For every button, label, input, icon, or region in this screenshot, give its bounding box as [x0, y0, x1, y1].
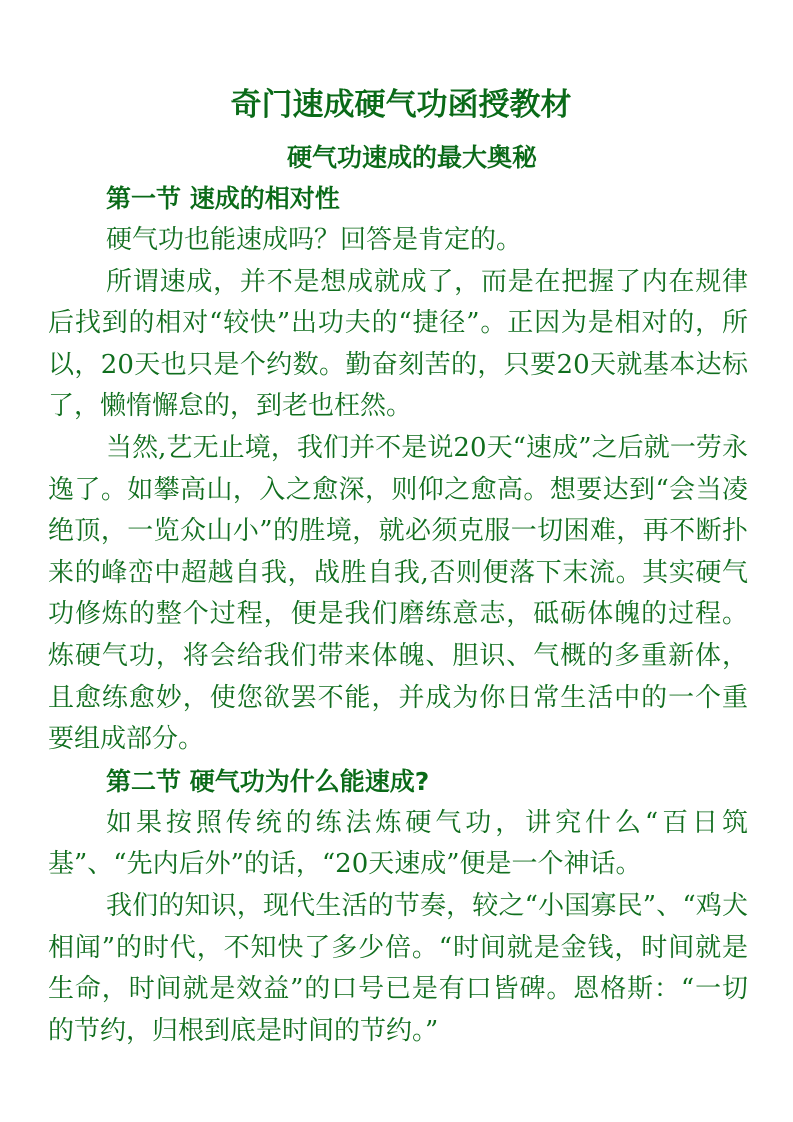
paragraph: 我们的知识，现代生活的节奏，较之“小国寡民”、“鸡犬相闻”的时代，不知快了多少倍。“时间就是金钱，时间就是生命，时间就是效益”的口号已是有口皆碑。恩格斯：“一切的节约，归根到底是时间的节约。” [48, 890, 748, 1046]
section-heading: 第一节 速成的相对性 [106, 184, 340, 213]
document-subtitle: 硬气功速成的最大奥秘 [286, 143, 537, 172]
section-2 [48, 761, 748, 1053]
document-page [48, 82, 748, 1052]
paragraph: 如果按照传统的练法炼硬气功，讲究什么“百日筑基”、“先内后外”的话，“20天速成”便是一个神话。 [48, 807, 748, 880]
section-heading: 第二节 硬气功为什么能速成? [106, 766, 430, 796]
paragraph: 硬气功也能速成吗？回答是肯定的。 [106, 225, 523, 255]
paragraph: 所谓速成，并不是想成就成了，而是在把握了内在规律后找到的相对“较快”出功夫的“捷径”。正因为是相对的，所以，20天也只是个约数。勤奋刻苦的，只要20天就基本达标了，懒惰懈怠的，到老也枉然。 [48, 266, 748, 422]
section-1 [48, 178, 748, 761]
document-title: 奇门速成硬气功函授教材 [230, 87, 572, 123]
paragraph: 当然,艺无止境，我们并不是说20天“速成”之后就一劳永逸了。如攀高山，入之愈深，则仰之愈高。想要达到“会当凌绝顶，一览众山小”的胜境，就必须克服一切困难，再不断扑来的峰峦中超越自我，战胜自我,否则便落下末流。其实硬气功修炼的整个过程，便是我们磨练意志，砥砺体魄的过程。炼硬气功，将会给我们带来体魄、胆识、气概的多重新体，且愈练愈妙，使您欲罢不能，并成为你日常生活中的一个重要组成部分。 [48, 432, 748, 755]
